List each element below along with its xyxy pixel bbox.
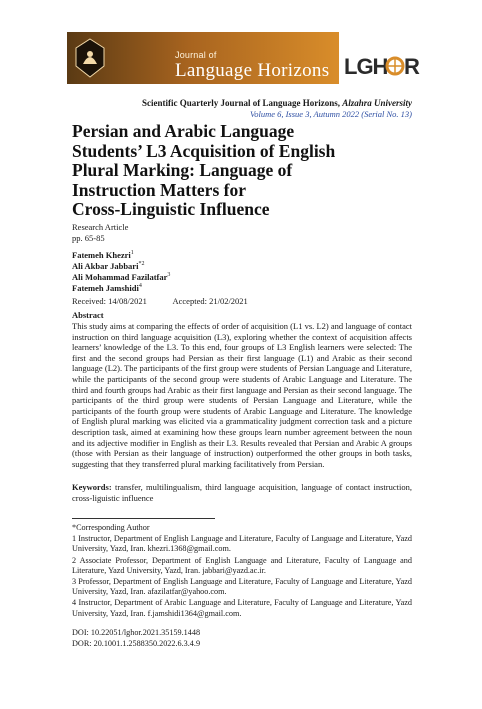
- doi: DOI: 10.22051/lghor.2021.35159.1448: [72, 628, 201, 637]
- footnote-1: 1 Instructor, Department of English Language and Literature, Faculty of Language and Literature, Yazd University, Yazd, Iran. khezri.1368@gmail.com.: [72, 534, 412, 554]
- footnote-3: 3 Professor, Department of English Language and Literature, Faculty of Language and Literature, Yazd University, Yazd, Iran. afazilatfar@yahoo.com.: [72, 577, 412, 597]
- footnote-divider: [72, 518, 215, 519]
- svg-text:R: R: [404, 54, 420, 79]
- article-type: Research Article: [72, 222, 129, 232]
- footnote-4: 4 Instructor, Department of Arabic Language and Literature, Faculty of Language and Literature, Yazd University, Yazd, Iran. f.jamshidi1364@gmail.com.: [72, 598, 412, 618]
- received-date: Received: 14/08/2021: [72, 296, 147, 306]
- article-title: Persian and Arabic Language Students’ L3 Acquisition of English Plural Marking: Language of Instruction Matters for Cross-Linguistic Influence: [72, 121, 336, 219]
- footnote-2: 2 Associate Professor, Department of English Language and Literature, Faculty of Language and Literature, Yazd University, Yazd, Iran. jabbari@yazd.ac.ir.: [72, 555, 412, 575]
- abstract-heading: Abstract: [72, 310, 104, 320]
- accepted-date: Accepted: 21/02/2021: [172, 296, 248, 306]
- footnote-corresponding: *Corresponding Author: [72, 523, 150, 532]
- author-3: Ali Mohammad Fazilatfar$^3$: [72, 272, 171, 282]
- journal-volume: Volume 6, Issue 3, Autumn 2022 (Serial No. 13): [249, 109, 412, 119]
- keywords-list: transfer, multilingualism, third language acquisition, language of contact instruction, cross-liguistic influence: [72, 482, 412, 503]
- lghor-logo-icon: [342, 46, 420, 84]
- journal-name: Scientific Quarterly Journal of Language Horizons, Alzahra University: [141, 98, 412, 108]
- dor: DOR: 20.1001.1.2588350.2022.6.3.4.9: [72, 639, 201, 648]
- abstract-text: This study aims at comparing the effects of order of acquisition (L1 vs. L2) and language of contact instruction on third language acquisition (L3), exploring whether the context of acquisition affects learners’ knowledge of the L3. To this end, four groups of L3 English learners were selected: The first and the second groups had Persian as their first language (L1) and Arabic as their second language (L2). The participants of the first group were students of Persian Language and Literature, while the participants of the second group were students of Arabic Language and Literature. The third and fourth groups had Arabic as their first language and Persian as their second language. The participants of the third group were students of Persian Language and Literature, while the participants of the fourth group were students of Arabic Language and Literature. The knowledge of English plural marking was elicited via a grammaticality judgment correction task and a picture description task, aimed at examining how these groups learn number agreement between the noun and its adjective modifier in English as their L3. Results revealed that Persian and Arabic A groups (those with Persian as their language of instruction) outperformed the other groups in both tasks, suggesting that they transferred plural marking facilitatively from Persian.: [72, 321, 412, 469]
- author-4: Fatemeh Jamshidi$^4$: [72, 283, 142, 293]
- article-pages: pp. 65-85: [72, 233, 105, 243]
- footnotes: [72, 523, 412, 620]
- banner-subtitle: Journal of: [175, 50, 217, 60]
- article-dates: [72, 296, 272, 306]
- journal-banner: [67, 32, 339, 84]
- keywords: [72, 482, 412, 503]
- author-1: Fatemeh Khezri$^1$: [72, 250, 134, 260]
- banner-title: Language Horizons: [175, 60, 330, 81]
- journal-emblem-icon: [71, 36, 109, 80]
- keywords-label: Keywords:: [72, 482, 112, 492]
- author-2: Ali Akbar Jabbari$^{*2}$: [72, 261, 145, 271]
- svg-text:LGH: LGH: [344, 54, 388, 79]
